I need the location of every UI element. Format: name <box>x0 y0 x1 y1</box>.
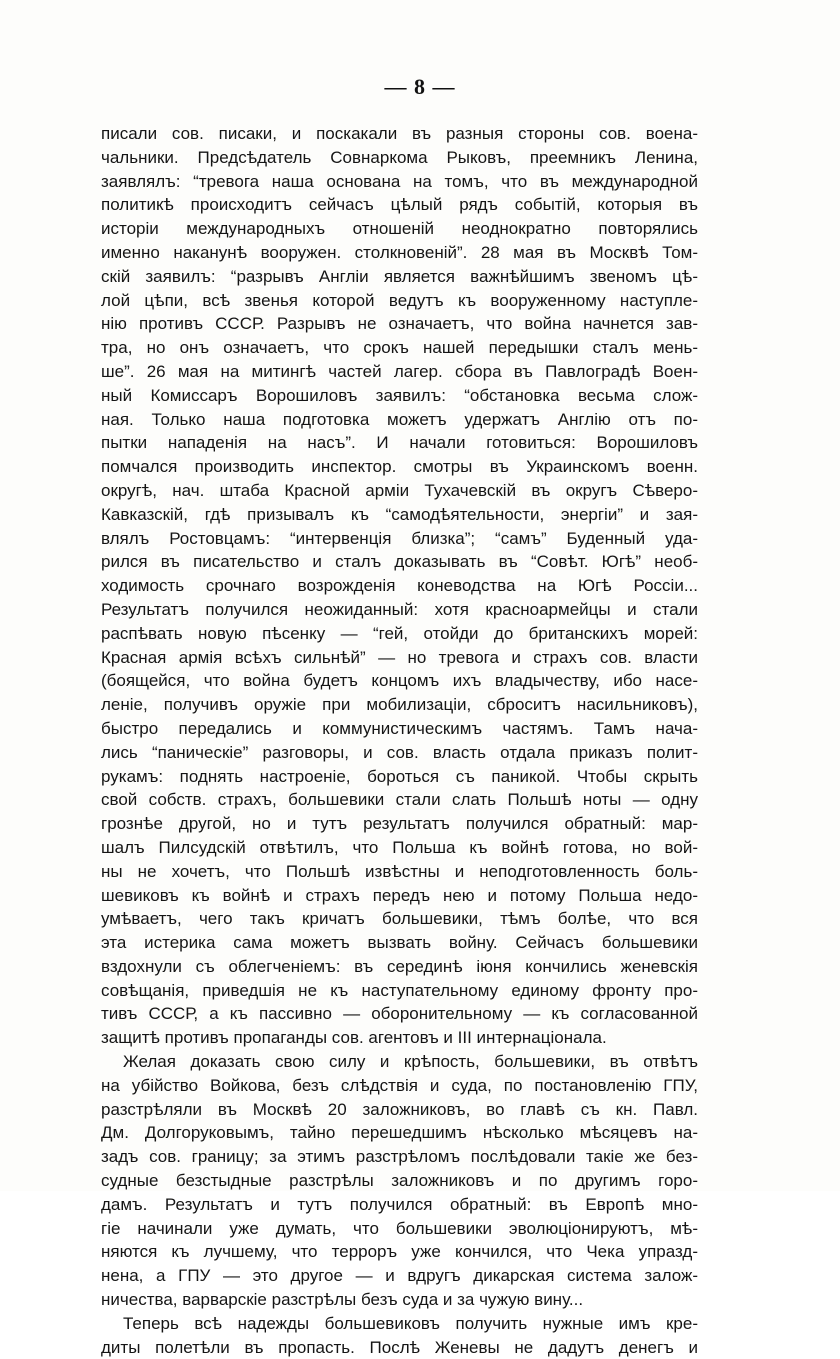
text-line: совѣщанія, приведшія не къ наступательному единому фронту про- <box>101 980 698 1000</box>
text-line: пытки нападенія на насъ”. И начали готовиться: Ворошиловъ <box>101 433 698 453</box>
text-line: нена, а ГПУ — это другое — и вдругъ дикарская система залож- <box>101 1266 698 1286</box>
text-line: ничества, варварскіе разстрѣлы безъ суда и за чужую вину... <box>101 1290 584 1310</box>
text-line: ше”. 26 мая на митингѣ частей лагер. сбора въ Павлоградѣ Воен- <box>101 361 698 381</box>
text-line: умѣваетъ, чего такъ кричатъ большевики, тѣмъ болѣе, что вся <box>101 909 698 929</box>
page-number: — 8 — <box>384 74 456 99</box>
text-line: дамъ. Результатъ и тутъ получился обратный: въ Европѣ мно- <box>101 1194 698 1214</box>
text-line: шалъ Пилсудскій отвѣтилъ, что Польша къ войнѣ готова, но вой- <box>101 837 698 857</box>
text-line: разстрѣляли въ Москвѣ 20 заложниковъ, во главѣ съ кн. Павл. <box>101 1099 698 1119</box>
text-line: свой собств. страхъ, большевики стали слать Польшѣ ноты — одну <box>101 790 698 810</box>
text-line: распѣвать новую пѣсенку — “гей, отойди до британскихъ морей: <box>101 623 698 643</box>
body-text <box>101 122 698 1359</box>
text-line: вздохнули съ облегченіемъ: въ серединѣ іюня кончились женевскія <box>101 956 698 976</box>
text-line: заявлялъ: “тревога наша основана на томъ, что въ международной <box>101 171 698 191</box>
text-line: Желая доказать свою силу и крѣпость, большевики, въ отвѣтъ <box>123 1052 698 1072</box>
text-line: рился въ писательство и сталъ доказывать въ “Совѣт. Югѣ” необ- <box>101 552 698 572</box>
text-line: округѣ, нач. штаба Красной арміи Тухачевскій въ округъ Сѣверо- <box>101 480 698 500</box>
text-line: Теперь всѣ надежды большевиковъ получить нужные имъ кре- <box>123 1313 698 1333</box>
text-line: шевиковъ къ войнѣ и страхъ передъ нею и потому Польша недо- <box>101 885 698 905</box>
text-line: эта истерика сама можетъ вызвать войну. Сейчасъ большевики <box>101 933 698 953</box>
text-line: судные безстыдные разстрѣлы заложниковъ и по другимъ горо- <box>101 1171 698 1191</box>
text-line: ны не хочетъ, что Польшѣ извѣстны и неподготовленность боль- <box>101 861 698 881</box>
text-line: влялъ Ростовцамъ: “интервенція близка”; “самъ” Буденный уда- <box>101 528 698 548</box>
text-line: задъ сов. границу; за этимъ разстрѣломъ послѣдовали такіе же без- <box>101 1147 698 1167</box>
text-line: лись “паническіе” разговоры, и сов. власть отдала приказъ полит- <box>101 742 698 762</box>
text-line: ходимость срочнаго возрожденія коневодства на Югѣ Россіи... <box>101 576 698 596</box>
text-line: Дм. Долгоруковымъ, тайно перешедшимъ нѣсколько мѣсяцевъ на- <box>101 1123 698 1143</box>
text-line: на убійство Войкова, безъ слѣдствія и суда, по постановленію ГПУ, <box>101 1075 698 1095</box>
text-line: тра, но онъ означаетъ, что срокъ нашей передышки сталъ мень- <box>101 338 698 358</box>
text-line: ный Комиссаръ Ворошиловъ заявилъ: “обстановка весьма слож- <box>101 385 698 405</box>
text-line: (боящейся, что война будетъ концомъ ихъ владычеству, ибо насе- <box>101 671 698 691</box>
text-line: чальники. Предсѣдатель Совнаркома Рыковъ, преемникъ Ленина, <box>101 147 698 167</box>
text-line: помчался производить инспектор. смотры въ Украинскомъ военн. <box>101 457 698 477</box>
text-line: гіе начинали уже думать, что большевики эволюціонируютъ, мѣ- <box>101 1218 698 1238</box>
text-line: исторіи международныхъ отношеній неоднократно повторялись <box>101 219 698 239</box>
text-line: политикѣ происходитъ сейчасъ цѣлый рядъ событій, которыя въ <box>101 195 698 215</box>
text-line: именно наканунѣ вооружен. столкновеній”. 28 мая въ Москвѣ Том- <box>101 242 698 262</box>
text-line: скій заявилъ: “разрывъ Англіи является важнѣйшимъ звеномъ цѣ- <box>101 266 698 286</box>
text-line: тивъ СССР, а къ пассивно — оборонительному — къ согласованной <box>101 1004 698 1024</box>
text-line: Красная армія всѣхъ сильнѣй” — но тревога и страхъ сов. власти <box>101 647 698 667</box>
text-line: лой цѣпи, всѣ звенья которой ведутъ къ вооруженному наступле- <box>101 290 698 310</box>
text-line: быстро передались и коммунистическимъ частямъ. Тамъ нача- <box>101 718 698 738</box>
text-line: Кавказскій, гдѣ призывалъ къ “самодѣятельности, энергіи” и зая- <box>101 504 698 524</box>
text-line: леніе, получивъ оружіе при мобилизаціи, сброситъ насильниковъ), <box>101 695 698 715</box>
text-line: няются къ лучшему, что терроръ уже кончился, что Чека упразд- <box>101 1242 698 1262</box>
text-line: диты полетѣли въ пропасть. Послѣ Женевы не дадутъ денегъ и <box>101 1337 698 1357</box>
text-line: Результатъ получился неожиданный: хотя красноармейцы и стали <box>101 599 698 619</box>
text-line: рукамъ: поднять настроеніе, бороться съ паникой. Чтобы скрыть <box>101 766 698 786</box>
text-line: ная. Только наша подготовка можетъ удержатъ Англію отъ по- <box>101 409 698 429</box>
text-line: грознѣе другой, но и тутъ результатъ получился обратный: мар- <box>101 814 698 834</box>
text-line: писали сов. писаки, и поскакали въ разныя стороны сов. военa- <box>101 124 698 143</box>
text-line: нію противъ СССР. Разрывъ не означаетъ, что война начнется зав- <box>101 314 698 334</box>
text-line: защитѣ противъ пропаганды сов. агентовъ и III интернаціонала. <box>101 1028 607 1048</box>
